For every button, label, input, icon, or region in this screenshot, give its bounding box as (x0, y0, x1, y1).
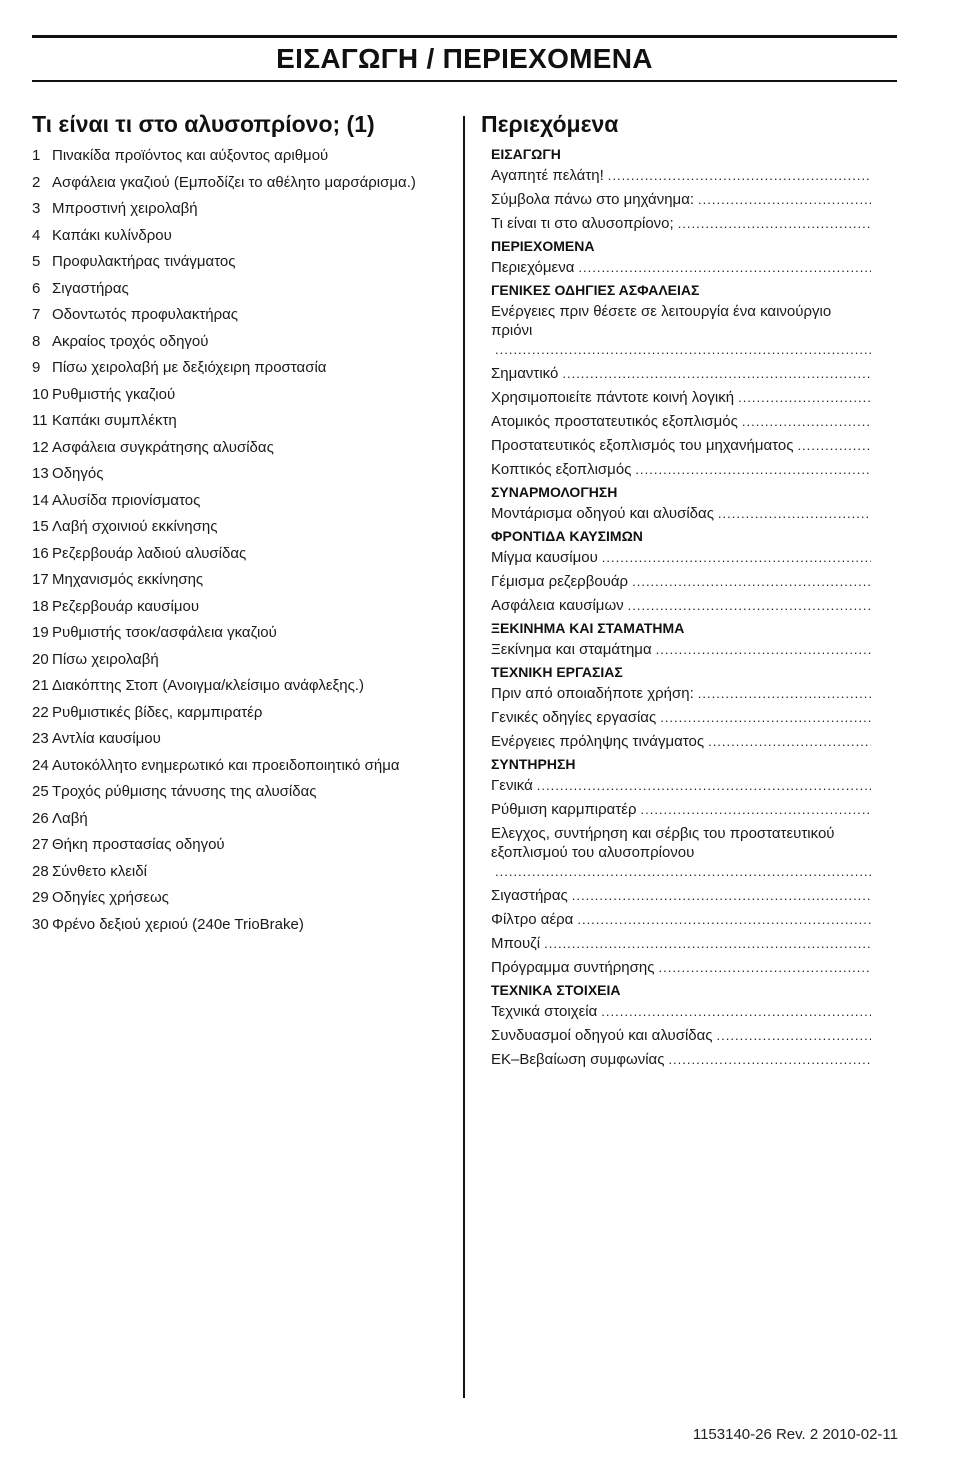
part-item (32, 358, 452, 378)
toc-entry-label: Τι είναι τι στο αλυσοπρίονο; (491, 215, 674, 232)
part-item (32, 650, 452, 670)
toc-leader-dots (660, 708, 871, 727)
toc-leader-dots (738, 388, 871, 407)
part-label: Φρένο δεξιού χεριού (240e TrioBrake) (52, 915, 304, 933)
toc-entry[interactable] (481, 166, 871, 185)
part-number: 24 (32, 756, 49, 774)
toc-section-heading: ΣΥΝΑΡΜΟΛΟΓΗΣΗ (491, 484, 618, 500)
part-label: Ρυθμιστικές βίδες, καρμπιρατέρ (52, 703, 263, 721)
toc-leader-dots (544, 934, 871, 953)
toc-leader-dots (495, 862, 871, 881)
part-number: 16 (32, 544, 49, 562)
toc-entry-label: Μπουζί (491, 935, 541, 952)
toc-leader-dots (678, 214, 871, 233)
toc-entry-label: Γέμισμα ρεζερβουάρ (491, 573, 629, 590)
part-item (32, 464, 452, 484)
column-divider (463, 116, 465, 1398)
part-label: Τροχός ρύθμισης τάνυσης της αλυσίδας (52, 783, 317, 800)
part-number: 2 (32, 173, 41, 191)
toc-leader-dots (562, 364, 871, 383)
part-number: 10 (32, 385, 49, 403)
toc-entry-label: Σημαντικό (491, 365, 559, 382)
parts-column (32, 108, 452, 941)
toc-entry-label: Γενικές οδηγίες εργασίας (491, 709, 657, 726)
toc-leader-dots (658, 958, 871, 977)
part-label: Καπάκι συμπλέκτη (52, 412, 177, 429)
part-number: 25 (32, 783, 49, 800)
header-rule-bottom (32, 80, 897, 82)
toc-leader-dots (632, 572, 871, 591)
part-number: 22 (32, 703, 49, 721)
part-item (32, 332, 452, 352)
toc-section-heading: ΞΕΚΙΝΗΜΑ ΚΑΙ ΣΤΑΜΑΤΗΜΑ (491, 620, 685, 636)
part-label: Λαβή (52, 809, 88, 827)
toc-entry[interactable] (481, 214, 871, 233)
toc-section-heading: ΤΕΧΝΙΚΑ ΣΤΟΙΧΕΙΑ (491, 982, 621, 998)
part-item (32, 809, 452, 829)
part-number: 14 (32, 491, 49, 509)
part-number: 3 (32, 200, 41, 217)
toc-leader-dots (708, 732, 871, 751)
toc-entry[interactable] (481, 934, 871, 953)
part-item (32, 199, 452, 219)
toc-entry[interactable] (481, 548, 871, 567)
toc-entry[interactable] (481, 190, 871, 209)
toc-leader-dots (608, 166, 871, 185)
toc-entry-label: Χρησιμοποιείτε πάντοτε κοινή λογική (491, 389, 735, 406)
part-item (32, 411, 452, 431)
part-number: 29 (32, 889, 49, 906)
part-number: 18 (32, 597, 49, 615)
toc-section-heading: ΠΕΡΙΕΧΟΜΕΝΑ (491, 238, 595, 254)
part-number: 5 (32, 253, 41, 270)
part-item (32, 305, 452, 325)
toc-entry[interactable] (481, 958, 871, 977)
toc-entry-label: ΕΚ–Βεβαίωση συμφωνίας (491, 1051, 665, 1068)
part-label: Ασφάλεια συγκράτησης αλυσίδας (52, 438, 274, 456)
part-item (32, 173, 452, 193)
toc-entry[interactable] (481, 364, 871, 383)
part-label: Σιγαστήρας (52, 279, 129, 297)
parts-list (32, 146, 452, 935)
toc-section-heading: ΣΥΝΤΗΡΗΣΗ (491, 756, 576, 772)
part-number: 20 (32, 650, 49, 668)
toc-entry[interactable] (481, 708, 871, 727)
toc-section-heading: ΤΕΧΝΙΚΗ ΕΡΓΑΣΙΑΣ (491, 664, 623, 680)
part-item (32, 729, 452, 749)
part-number: 13 (32, 465, 49, 482)
toc-entry[interactable] (481, 824, 871, 881)
part-item (32, 782, 452, 802)
part-item (32, 888, 452, 908)
part-item (32, 226, 452, 246)
part-label: Ρυθμιστής γκαζιού (52, 385, 176, 403)
toc-entry[interactable] (481, 1002, 871, 1021)
part-label: Μηχανισμός εκκίνησης (52, 571, 204, 588)
toc-leader-dots (635, 460, 871, 479)
toc-entry[interactable] (481, 910, 871, 929)
part-item (32, 862, 452, 882)
part-label: Οδηγίες χρήσεως (52, 889, 169, 906)
parts-title: Τι είναι τι στο αλυσοπρίονο; (1) (32, 111, 375, 137)
toc-entry-label: Ασφάλεια καυσίμων (491, 597, 624, 614)
toc-leader-dots (495, 340, 871, 359)
toc-entry-label: Ατομικός προστατευτικός εξοπλισμός (491, 413, 738, 430)
part-item (32, 279, 452, 299)
part-label: Λαβή σχοινιού εκκίνησης (52, 518, 218, 535)
part-label: Αντλία καυσίμου (52, 730, 161, 747)
part-number: 28 (32, 862, 49, 880)
part-item (32, 597, 452, 617)
part-label: Ρεζερβουάρ λαδιού αλυσίδας (52, 544, 247, 562)
toc-entry-label: Σύμβολα πάνω στο μηχάνημα: (491, 191, 695, 208)
part-label: Οδηγός (52, 465, 104, 482)
toc-leader-dots (628, 596, 871, 615)
toc-leader-dots (601, 1002, 871, 1021)
part-item (32, 491, 452, 511)
part-number: 9 (32, 359, 41, 376)
part-label: Σύνθετο κλειδί (52, 862, 147, 880)
toc-leader-dots (698, 684, 871, 703)
toc-title: Περιεχόμενα (481, 111, 619, 137)
toc-leader-dots (578, 258, 871, 277)
toc-entry-label: Αγαπητέ πελάτη! (491, 167, 604, 184)
document-id: 1153140-26 Rev. 2 2010-02-11 (692, 1426, 898, 1443)
part-label: Ασφάλεια γκαζιού (Εμποδίζει το αθέλητο μαρσάρισμα.) (52, 173, 416, 191)
toc-entry-label: Φίλτρο αέρα (491, 911, 574, 928)
part-number: 1 (32, 147, 41, 164)
toc-entry-label: Τεχνικά στοιχεία (491, 1003, 598, 1020)
toc-entry[interactable] (481, 572, 871, 591)
part-item (32, 146, 452, 166)
part-item (32, 517, 452, 537)
part-number: 15 (32, 518, 49, 535)
part-label: Οδοντωτός προφυλακτήρας (52, 306, 239, 323)
toc-column (481, 108, 871, 1074)
toc-leader-dots (668, 1050, 871, 1069)
part-number: 26 (32, 809, 49, 827)
toc-leader-dots (742, 412, 871, 431)
part-label: Καπάκι κυλίνδρου (52, 226, 172, 244)
part-number: 27 (32, 836, 49, 853)
part-label: Θήκη προστασίας οδηγού (52, 836, 225, 853)
toc-entry-label: Πριν από οποιαδήποτε χρήση: (491, 685, 694, 702)
toc-leader-dots (537, 776, 871, 795)
toc-leader-dots (572, 886, 871, 905)
toc-entry[interactable] (481, 388, 871, 407)
toc-entry-label: Ελεγχος, συντήρηση και σέρβις του προστατευτικού εξοπλισμού του αλυσοπρίονου (491, 825, 835, 861)
part-item (32, 835, 452, 855)
toc-entry[interactable] (481, 1050, 871, 1069)
toc-entry[interactable] (481, 302, 871, 359)
part-number: 6 (32, 279, 41, 297)
part-number: 30 (32, 915, 49, 933)
part-label: Ακραίος τροχός οδηγού (52, 332, 209, 350)
toc-leader-dots (641, 800, 872, 819)
part-label: Διακόπτης Στοπ (Ανοιγμα/κλείσιμο ανάφλεξης.) (52, 677, 364, 694)
part-item (32, 756, 452, 776)
toc-entry-label: Ρύθμιση καρμπιρατέρ (491, 801, 637, 818)
part-number: 21 (32, 677, 49, 694)
toc-entry-label: Γενικά (491, 777, 533, 794)
part-label: Αλυσίδα πριονίσματος (52, 491, 201, 509)
toc-entry[interactable] (481, 1026, 871, 1045)
header-rule-top (32, 35, 897, 38)
toc-leader-dots (656, 640, 871, 659)
toc-entry[interactable] (481, 258, 871, 277)
part-item (32, 385, 452, 405)
part-number: 4 (32, 226, 41, 244)
toc-entry-label: Συνδυασμοί οδηγού και αλυσίδας (491, 1027, 713, 1044)
toc-entry-label: Σιγαστήρας (491, 887, 568, 904)
toc-entry-label: Κοπτικός εξοπλισμός (491, 461, 632, 478)
toc-entry-label: Προστατευτικός εξοπλισμός του μηχανήματος (491, 437, 794, 454)
part-number: 17 (32, 571, 49, 588)
toc-leader-dots (577, 910, 871, 929)
toc-leader-dots (698, 190, 871, 209)
part-item (32, 252, 452, 272)
toc-section-heading: ΓΕΝΙΚΕΣ ΟΔΗΓΙΕΣ ΑΣΦΑΛΕΙΑΣ (491, 282, 700, 298)
toc-body (481, 146, 871, 1069)
part-number: 7 (32, 306, 41, 323)
toc-section-heading: ΕΙΣΑΓΩΓΗ (491, 146, 561, 162)
toc-leader-dots (718, 504, 871, 523)
part-label: Προφυλακτήρας τινάγματος (52, 253, 236, 270)
toc-entry-label: Ξεκίνημα και σταμάτημα (491, 641, 652, 658)
toc-entry-label: Μοντάρισμα οδηγού και αλυσίδας (491, 505, 714, 522)
toc-entry-label: Ενέργειες πρόληψης τινάγματος (491, 733, 705, 750)
part-item (32, 438, 452, 458)
toc-entry[interactable] (481, 886, 871, 905)
toc-leader-dots (717, 1026, 871, 1045)
toc-entry-label: Περιεχόμενα (491, 259, 575, 276)
toc-entry[interactable] (481, 800, 871, 819)
toc-entry[interactable] (481, 640, 871, 659)
part-item (32, 570, 452, 590)
toc-entry[interactable] (481, 776, 871, 795)
toc-entry[interactable] (481, 412, 871, 431)
toc-leader-dots (797, 436, 871, 455)
toc-leader-dots (602, 548, 871, 567)
toc-entry[interactable] (481, 460, 871, 479)
toc-section-heading: ΦΡΟΝΤΙΔΑ ΚΑΥΣΙΜΩΝ (491, 528, 643, 544)
part-label: Ρεζερβουάρ καυσίμου (52, 597, 200, 615)
page-title: ΕΙΣΑΓΩΓΗ / ΠΕΡΙΕΧΟΜΕΝΑ (276, 43, 653, 74)
toc-entry-label: Μίγμα καυσίμου (491, 549, 598, 566)
part-item (32, 915, 452, 935)
toc-entry[interactable] (481, 684, 871, 703)
part-label: Πίσω χειρολαβή με δεξιόχειρη προστασία (52, 359, 327, 376)
part-item (32, 623, 452, 643)
part-label: Πίσω χειρολαβή (52, 650, 159, 668)
part-item (32, 544, 452, 564)
toc-entry-label: Πρόγραμμα συντήρησης (491, 959, 655, 976)
part-item (32, 703, 452, 723)
part-label: Ρυθμιστής τσοκ/ασφάλεια γκαζιού (52, 624, 277, 641)
toc-entry[interactable] (481, 596, 871, 615)
toc-entry[interactable] (481, 504, 871, 523)
part-number: 12 (32, 438, 49, 456)
part-label: Πινακίδα προϊόντος και αύξοντος αριθμού (52, 147, 329, 164)
part-number: 23 (32, 730, 49, 747)
part-item (32, 676, 452, 696)
part-number: 19 (32, 624, 49, 641)
part-number: 8 (32, 332, 41, 350)
toc-entry-label: Ενέργειες πριν θέσετε σε λειτουργία ένα καινούργιο πριόνι (491, 303, 832, 339)
toc-entry[interactable] (481, 436, 871, 455)
part-label: Αυτοκόλλητο ενημερωτικό και προειδοποιητικό σήμα (52, 756, 400, 774)
toc-entry[interactable] (481, 732, 871, 751)
part-number: 11 (32, 412, 48, 429)
part-label: Μπροστινή χειρολαβή (52, 200, 198, 217)
